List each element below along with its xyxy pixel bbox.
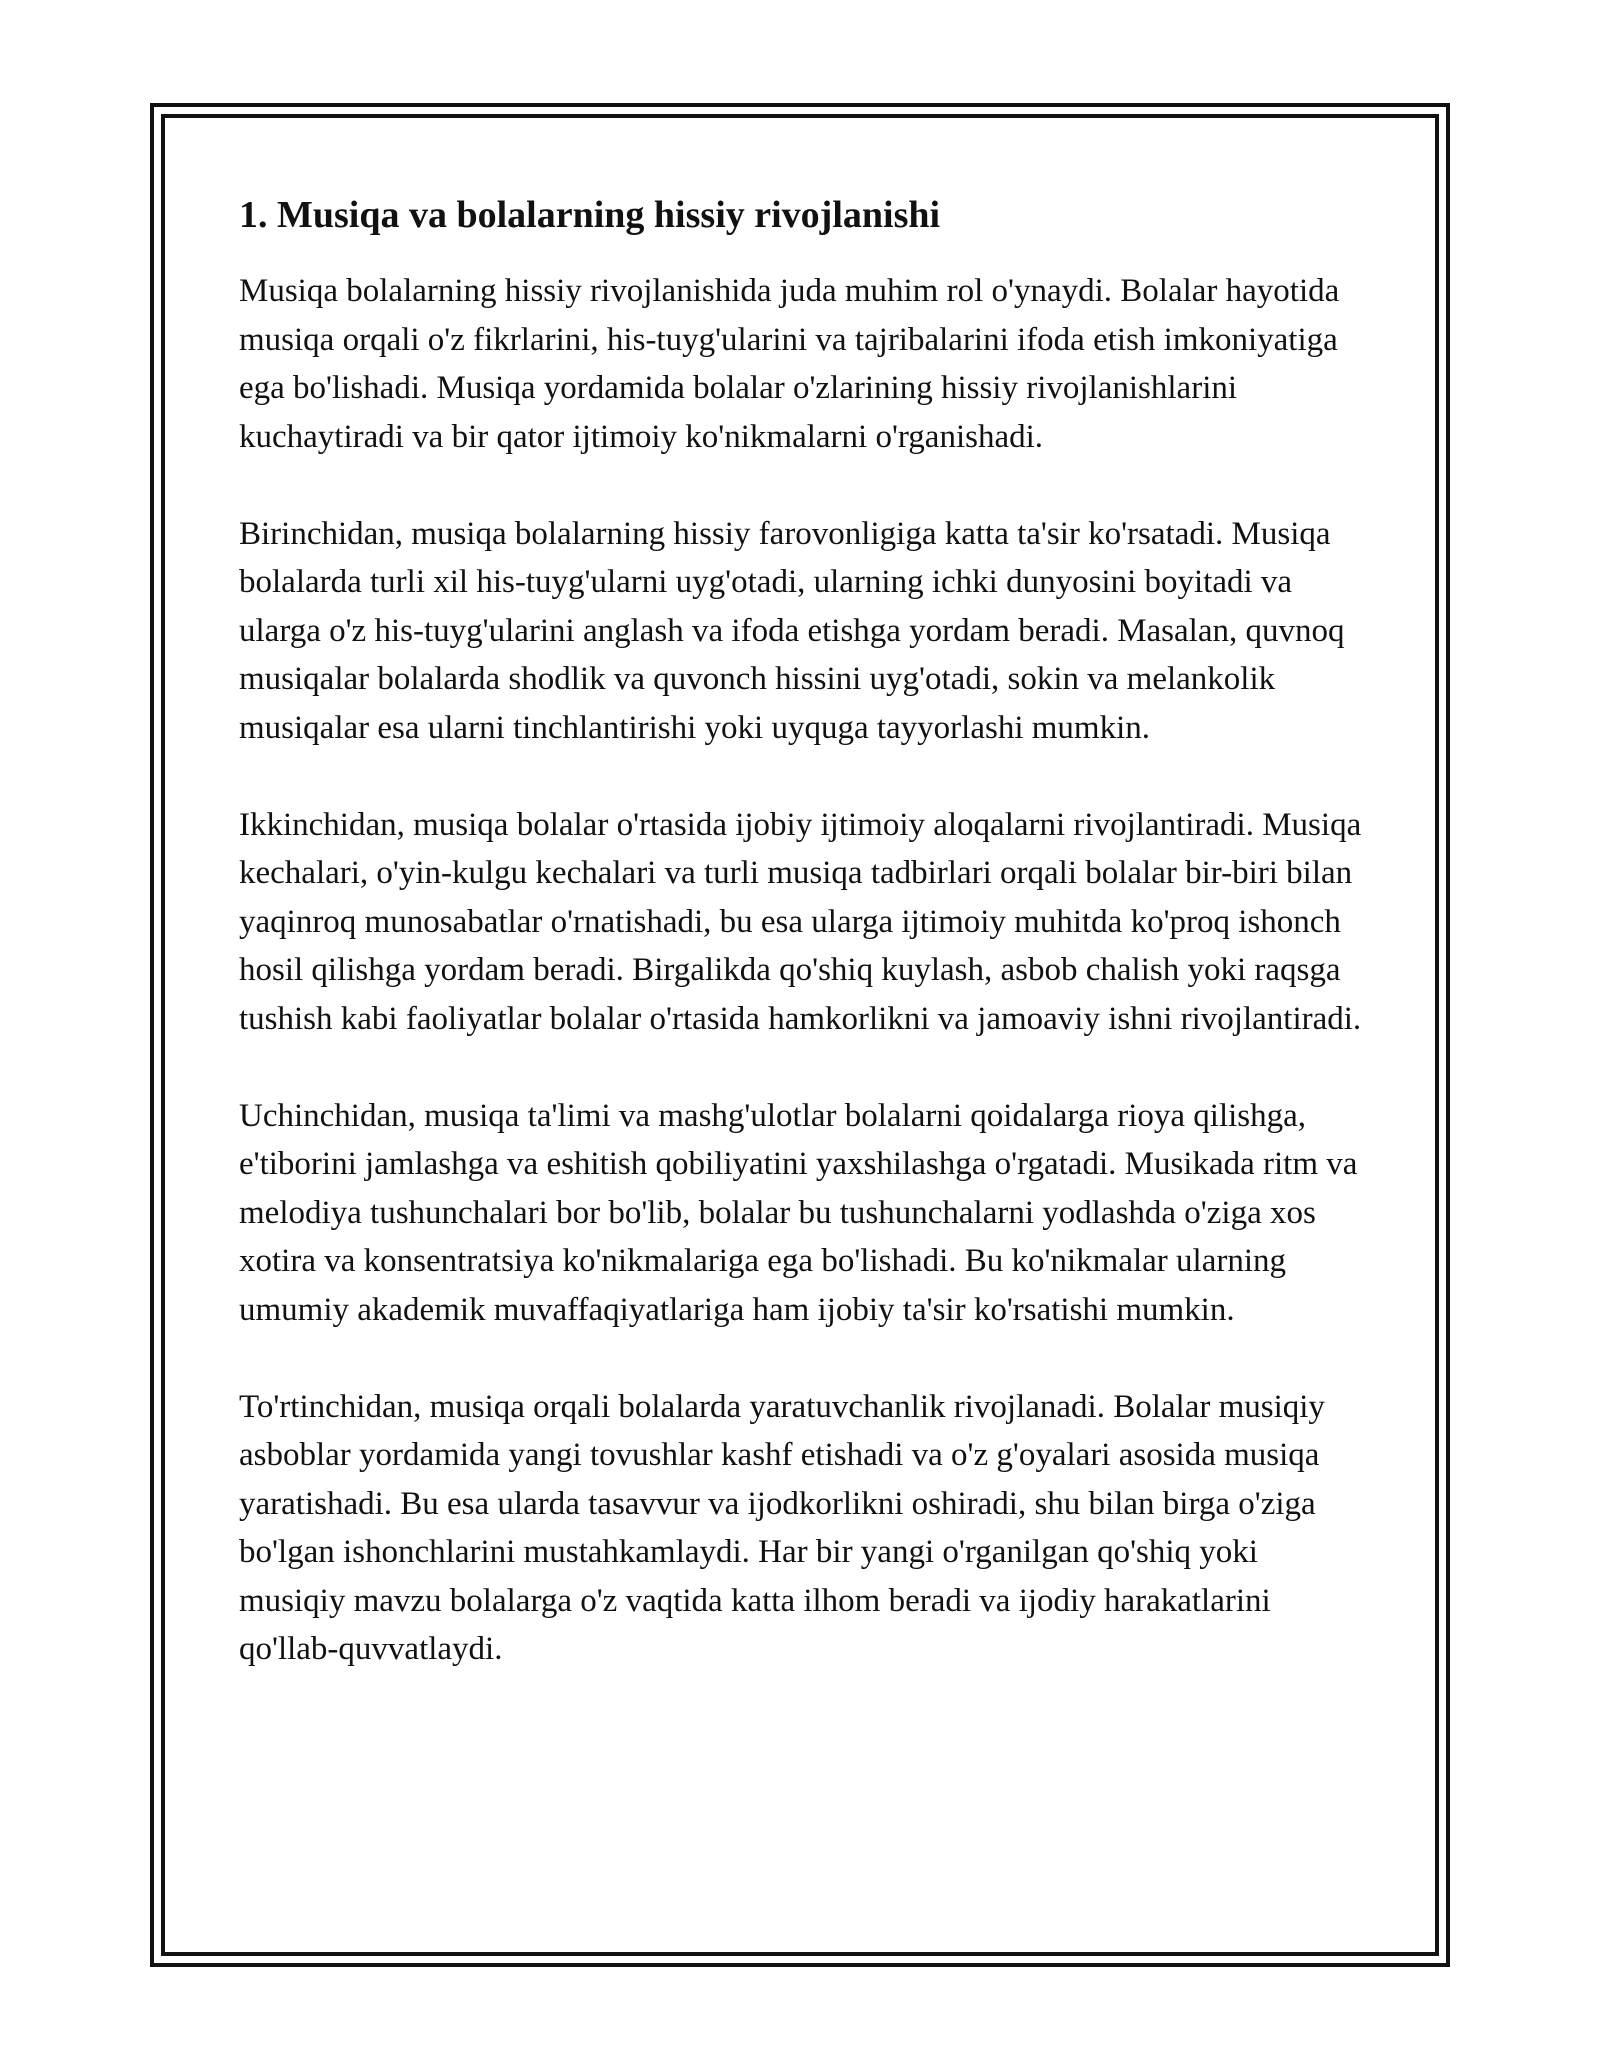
document-content <box>239 192 1369 1674</box>
paragraph-fourth-point: To'rtinchidan, musiqa orqali bolalarda yaratuvchanlik rivojlanadi. Bolalar musiqiy asboblar yordamida yangi tovushlar kashf etishadi va o'z g'oyalari asosida musiqa yaratishadi. Bu esa ularda tasavvur va ijodkorlikni oshiradi, shu bilan birga o'ziga bo'lgan ishonchlarini mustahkamlaydi. Har bir yangi o'rganilgan qo'shiq yoki musiqiy mavzu bolalarga o'z vaqtida katta ilhom beradi va ijodiy harakatlarini qo'llab-quvvatlaydi. <box>239 1388 1325 1667</box>
page-border-outer <box>150 103 1450 1967</box>
page-border-inner <box>161 114 1439 1956</box>
section-heading: 1. Musiqa va bolalarning hissiy rivojlanishi <box>239 194 941 236</box>
paragraph-first-point: Birinchidan, musiqa bolalarning hissiy farovonligiga katta ta'sir ko'rsatadi. Musiqa bolalarda turli xil his-tuyg'ularni uyg'otadi, ularning ichki dunyosini boyitadi va ularga o'z his-tuyg'ularini anglash va ifoda etishga yordam beradi. Masalan, quvnoq musiqalar bolalarda shodlik va quvonch hissini uyg'otadi, sokin va melankolik musiqalar esa ularni tinchlantirishi yoki uyquga tayyorlashi mumkin. <box>239 515 1345 746</box>
paragraph-second-point: Ikkinchidan, musiqa bolalar o'rtasida ijobiy ijtimoiy aloqalarni rivojlantiradi. Musiqa kechalari, o'yin-kulgu kechalari va turli musiqa tadbirlari orqali bolalar bir-biri bilan yaqinroq munosabatlar o'rnatishadi, bu esa ularga ijtimoiy muhitda ko'proq ishonch hosil qilishga yordam beradi. Birgalikda qo'shiq kuylash, asbob chalish yoki raqsga tushish kabi faoliyatlar bolalar o'rtasida hamkorlikni va jamoaviy ishni rivojlantiradi. <box>239 806 1362 1037</box>
paragraph-intro: Musiqa bolalarning hissiy rivojlanishida juda muhim rol o'ynaydi. Bolalar hayotida musiqa orqali o'z fikrlarini, his-tuyg'ularini va tajribalarini ifoda etish imkoniyatiga ega bo'lishadi. Musiqa yordamida bolalar o'zlarining hissiy rivojlanishlarini kuchaytiradi va bir qator ijtimoiy ko'nikmalarni o'rganishadi. <box>239 273 1340 455</box>
paragraph-third-point: Uchinchidan, musiqa ta'limi va mashg'ulotlar bolalarni qoidalarga rioya qilishga, e'tiborini jamlashga va eshitish qobiliyatini yaxshilashga o'rgatadi. Musikada ritm va melodiya tushunchalari bor bo'lib, bolalar bu tushunchalarni yodlashda o'ziga xos xotira va konsentratsiya ko'nikmalariga ega bo'lishadi. Bu ko'nikmalar ularning umumiy akademik muvaffaqiyatlariga ham ijobiy ta'sir ko'rsatishi mumkin. <box>239 1097 1358 1328</box>
